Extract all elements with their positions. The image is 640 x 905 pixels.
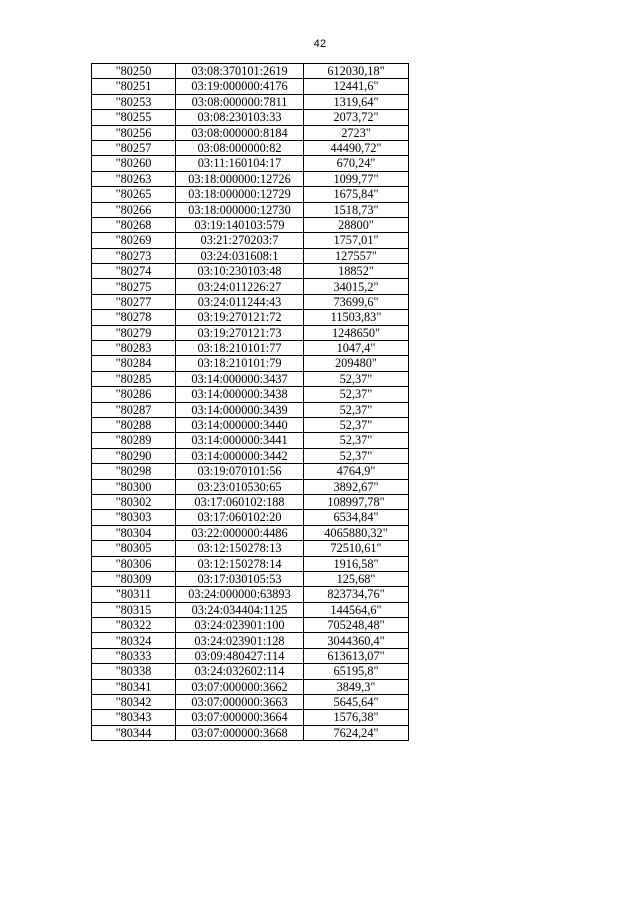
- record-id-cell: "80343: [92, 710, 176, 725]
- cadastral-number-cell: 03:17:060102:20: [176, 510, 304, 525]
- record-id-cell: "80322: [92, 618, 176, 633]
- cadastral-number-cell: 03:07:000000:3664: [176, 710, 304, 725]
- cadastral-number-cell: 03:24:011226:27: [176, 279, 304, 294]
- value-cell: 52,37": [304, 433, 409, 448]
- value-cell: 18852": [304, 264, 409, 279]
- record-id-cell: "80257: [92, 140, 176, 155]
- cadastral-number-cell: 03:08:000000:82: [176, 140, 304, 155]
- value-cell: 1319,64": [304, 94, 409, 109]
- value-cell: 1675,84": [304, 187, 409, 202]
- table-row: [92, 464, 409, 479]
- value-cell: 1576,38": [304, 710, 409, 725]
- table-row: [92, 125, 409, 140]
- cadastral-number-cell: 03:08:000000:7811: [176, 94, 304, 109]
- table-row: [92, 510, 409, 525]
- record-id-cell: "80273: [92, 248, 176, 263]
- table-row: [92, 248, 409, 263]
- cadastral-number-cell: 03:24:000000:63893: [176, 587, 304, 602]
- record-id-cell: "80250: [92, 64, 176, 79]
- cadastral-number-cell: 03:21:270203:7: [176, 233, 304, 248]
- table-row: [92, 633, 409, 648]
- cadastral-number-cell: 03:24:031608:1: [176, 248, 304, 263]
- value-cell: 34015,2": [304, 279, 409, 294]
- value-cell: 3892,67": [304, 479, 409, 494]
- table-row: [92, 94, 409, 109]
- record-id-cell: "80283: [92, 341, 176, 356]
- table-row: [92, 556, 409, 571]
- cadastral-number-cell: 03:18:000000:12729: [176, 187, 304, 202]
- value-cell: 127557": [304, 248, 409, 263]
- value-cell: 1916,58": [304, 556, 409, 571]
- cadastral-number-cell: 03:17:030105:53: [176, 571, 304, 586]
- record-id-cell: "80306: [92, 556, 176, 571]
- table-row: [92, 433, 409, 448]
- value-cell: 1757,01": [304, 233, 409, 248]
- record-id-cell: "80255: [92, 110, 176, 125]
- value-cell: 3044360,4": [304, 633, 409, 648]
- value-cell: 12441,6": [304, 79, 409, 94]
- record-id-cell: "80268: [92, 217, 176, 232]
- value-cell: 65195,8": [304, 664, 409, 679]
- table-row: [92, 387, 409, 402]
- cadastral-number-cell: 03:11:160104:17: [176, 156, 304, 171]
- table-row: [92, 294, 409, 309]
- cadastral-number-cell: 03:18:000000:12726: [176, 171, 304, 186]
- record-id-cell: "80266: [92, 202, 176, 217]
- record-id-cell: "80302: [92, 494, 176, 509]
- table-row: [92, 664, 409, 679]
- cadastral-number-cell: 03:23:010530:65: [176, 479, 304, 494]
- value-cell: 5645,64": [304, 695, 409, 710]
- table-row: [92, 648, 409, 663]
- value-cell: 144564,6": [304, 602, 409, 617]
- record-id-cell: "80278: [92, 310, 176, 325]
- record-id-cell: "80298: [92, 464, 176, 479]
- table-row: [92, 64, 409, 79]
- table-row: [92, 310, 409, 325]
- cadastral-number-cell: 03:14:000000:3437: [176, 371, 304, 386]
- record-id-cell: "80253: [92, 94, 176, 109]
- table-row: [92, 448, 409, 463]
- table-row: [92, 602, 409, 617]
- registry-table: [91, 63, 409, 741]
- record-id-cell: "80265: [92, 187, 176, 202]
- record-id-cell: "80263: [92, 171, 176, 186]
- value-cell: 4065880,32": [304, 525, 409, 540]
- value-cell: 613613,07": [304, 648, 409, 663]
- value-cell: 670,24": [304, 156, 409, 171]
- table-row: [92, 279, 409, 294]
- table-row: [92, 417, 409, 432]
- record-id-cell: "80344: [92, 725, 176, 740]
- table-row: [92, 187, 409, 202]
- value-cell: 52,37": [304, 402, 409, 417]
- table-row: [92, 618, 409, 633]
- cadastral-number-cell: 03:07:000000:3668: [176, 725, 304, 740]
- table-row: [92, 325, 409, 340]
- registry-table-body: [92, 64, 409, 741]
- cadastral-number-cell: 03:24:011244:43: [176, 294, 304, 309]
- value-cell: 4764,9": [304, 464, 409, 479]
- table-row: [92, 571, 409, 586]
- value-cell: 28800": [304, 217, 409, 232]
- cadastral-number-cell: 03:22:000000:4486: [176, 525, 304, 540]
- record-id-cell: "80324: [92, 633, 176, 648]
- cadastral-number-cell: 03:24:034404:1125: [176, 602, 304, 617]
- cadastral-number-cell: 03:07:000000:3663: [176, 695, 304, 710]
- cadastral-number-cell: 03:19:270121:72: [176, 310, 304, 325]
- cadastral-number-cell: 03:14:000000:3442: [176, 448, 304, 463]
- value-cell: 612030,18": [304, 64, 409, 79]
- cadastral-number-cell: 03:18:210101:79: [176, 356, 304, 371]
- table-row: [92, 171, 409, 186]
- cadastral-number-cell: 03:18:000000:12730: [176, 202, 304, 217]
- value-cell: 44490,72": [304, 140, 409, 155]
- record-id-cell: "80304: [92, 525, 176, 540]
- record-id-cell: "80251: [92, 79, 176, 94]
- table-row: [92, 233, 409, 248]
- table-row: [92, 371, 409, 386]
- cadastral-number-cell: 03:19:140103:579: [176, 217, 304, 232]
- table-row: [92, 140, 409, 155]
- record-id-cell: "80305: [92, 541, 176, 556]
- cadastral-number-cell: 03:08:230103:33: [176, 110, 304, 125]
- record-id-cell: "80333: [92, 648, 176, 663]
- value-cell: 705248,48": [304, 618, 409, 633]
- record-id-cell: "80284: [92, 356, 176, 371]
- cadastral-number-cell: 03:14:000000:3441: [176, 433, 304, 448]
- cadastral-number-cell: 03:24:032602:114: [176, 664, 304, 679]
- record-id-cell: "80338: [92, 664, 176, 679]
- table-row: [92, 725, 409, 740]
- cadastral-number-cell: 03:24:023901:100: [176, 618, 304, 633]
- cadastral-number-cell: 03:19:070101:56: [176, 464, 304, 479]
- record-id-cell: "80287: [92, 402, 176, 417]
- record-id-cell: "80256: [92, 125, 176, 140]
- table-row: [92, 341, 409, 356]
- record-id-cell: "80286: [92, 387, 176, 402]
- cadastral-number-cell: 03:08:370101:2619: [176, 64, 304, 79]
- cadastral-number-cell: 03:10:230103:48: [176, 264, 304, 279]
- record-id-cell: "80341: [92, 679, 176, 694]
- record-id-cell: "80288: [92, 417, 176, 432]
- table-row: [92, 525, 409, 540]
- cadastral-number-cell: 03:19:270121:73: [176, 325, 304, 340]
- record-id-cell: "80285: [92, 371, 176, 386]
- value-cell: 6534,84": [304, 510, 409, 525]
- table-row: [92, 479, 409, 494]
- cadastral-number-cell: 03:12:150278:14: [176, 556, 304, 571]
- value-cell: 1047,4": [304, 341, 409, 356]
- cadastral-number-cell: 03:14:000000:3438: [176, 387, 304, 402]
- record-id-cell: "80277: [92, 294, 176, 309]
- record-id-cell: "80269: [92, 233, 176, 248]
- value-cell: 2723": [304, 125, 409, 140]
- cadastral-number-cell: 03:18:210101:77: [176, 341, 304, 356]
- table-row: [92, 402, 409, 417]
- table-row: [92, 587, 409, 602]
- record-id-cell: "80303: [92, 510, 176, 525]
- record-id-cell: "80309: [92, 571, 176, 586]
- table-row: [92, 264, 409, 279]
- table-row: [92, 156, 409, 171]
- record-id-cell: "80342: [92, 695, 176, 710]
- record-id-cell: "80290: [92, 448, 176, 463]
- record-id-cell: "80274: [92, 264, 176, 279]
- table-row: [92, 541, 409, 556]
- table-row: [92, 110, 409, 125]
- value-cell: 1099,77": [304, 171, 409, 186]
- value-cell: 209480": [304, 356, 409, 371]
- value-cell: 7624,24": [304, 725, 409, 740]
- cadastral-number-cell: 03:24:023901:128: [176, 633, 304, 648]
- page-number: 42: [313, 38, 327, 50]
- table-row: [92, 356, 409, 371]
- cadastral-number-cell: 03:17:060102:188: [176, 494, 304, 509]
- value-cell: 1518,73": [304, 202, 409, 217]
- cadastral-number-cell: 03:07:000000:3662: [176, 679, 304, 694]
- record-id-cell: "80289: [92, 433, 176, 448]
- cadastral-number-cell: 03:09:480427:114: [176, 648, 304, 663]
- value-cell: 1248650": [304, 325, 409, 340]
- table-row: [92, 79, 409, 94]
- value-cell: 52,37": [304, 448, 409, 463]
- table-row: [92, 217, 409, 232]
- record-id-cell: "80311: [92, 587, 176, 602]
- cadastral-number-cell: 03:12:150278:13: [176, 541, 304, 556]
- value-cell: 2073,72": [304, 110, 409, 125]
- cadastral-number-cell: 03:19:000000:4176: [176, 79, 304, 94]
- value-cell: 52,37": [304, 387, 409, 402]
- value-cell: 3849,3": [304, 679, 409, 694]
- record-id-cell: "80279: [92, 325, 176, 340]
- value-cell: 52,37": [304, 371, 409, 386]
- value-cell: 72510,61": [304, 541, 409, 556]
- value-cell: 108997,78": [304, 494, 409, 509]
- cadastral-number-cell: 03:14:000000:3439: [176, 402, 304, 417]
- value-cell: 823734,76": [304, 587, 409, 602]
- table-row: [92, 695, 409, 710]
- value-cell: 73699,6": [304, 294, 409, 309]
- value-cell: 52,37": [304, 417, 409, 432]
- record-id-cell: "80300: [92, 479, 176, 494]
- table-row: [92, 494, 409, 509]
- cadastral-number-cell: 03:08:000000:8184: [176, 125, 304, 140]
- value-cell: 125,68": [304, 571, 409, 586]
- table-row: [92, 202, 409, 217]
- cadastral-number-cell: 03:14:000000:3440: [176, 417, 304, 432]
- record-id-cell: "80260: [92, 156, 176, 171]
- table-row: [92, 679, 409, 694]
- value-cell: 11503,83": [304, 310, 409, 325]
- record-id-cell: "80315: [92, 602, 176, 617]
- record-id-cell: "80275: [92, 279, 176, 294]
- table-row: [92, 710, 409, 725]
